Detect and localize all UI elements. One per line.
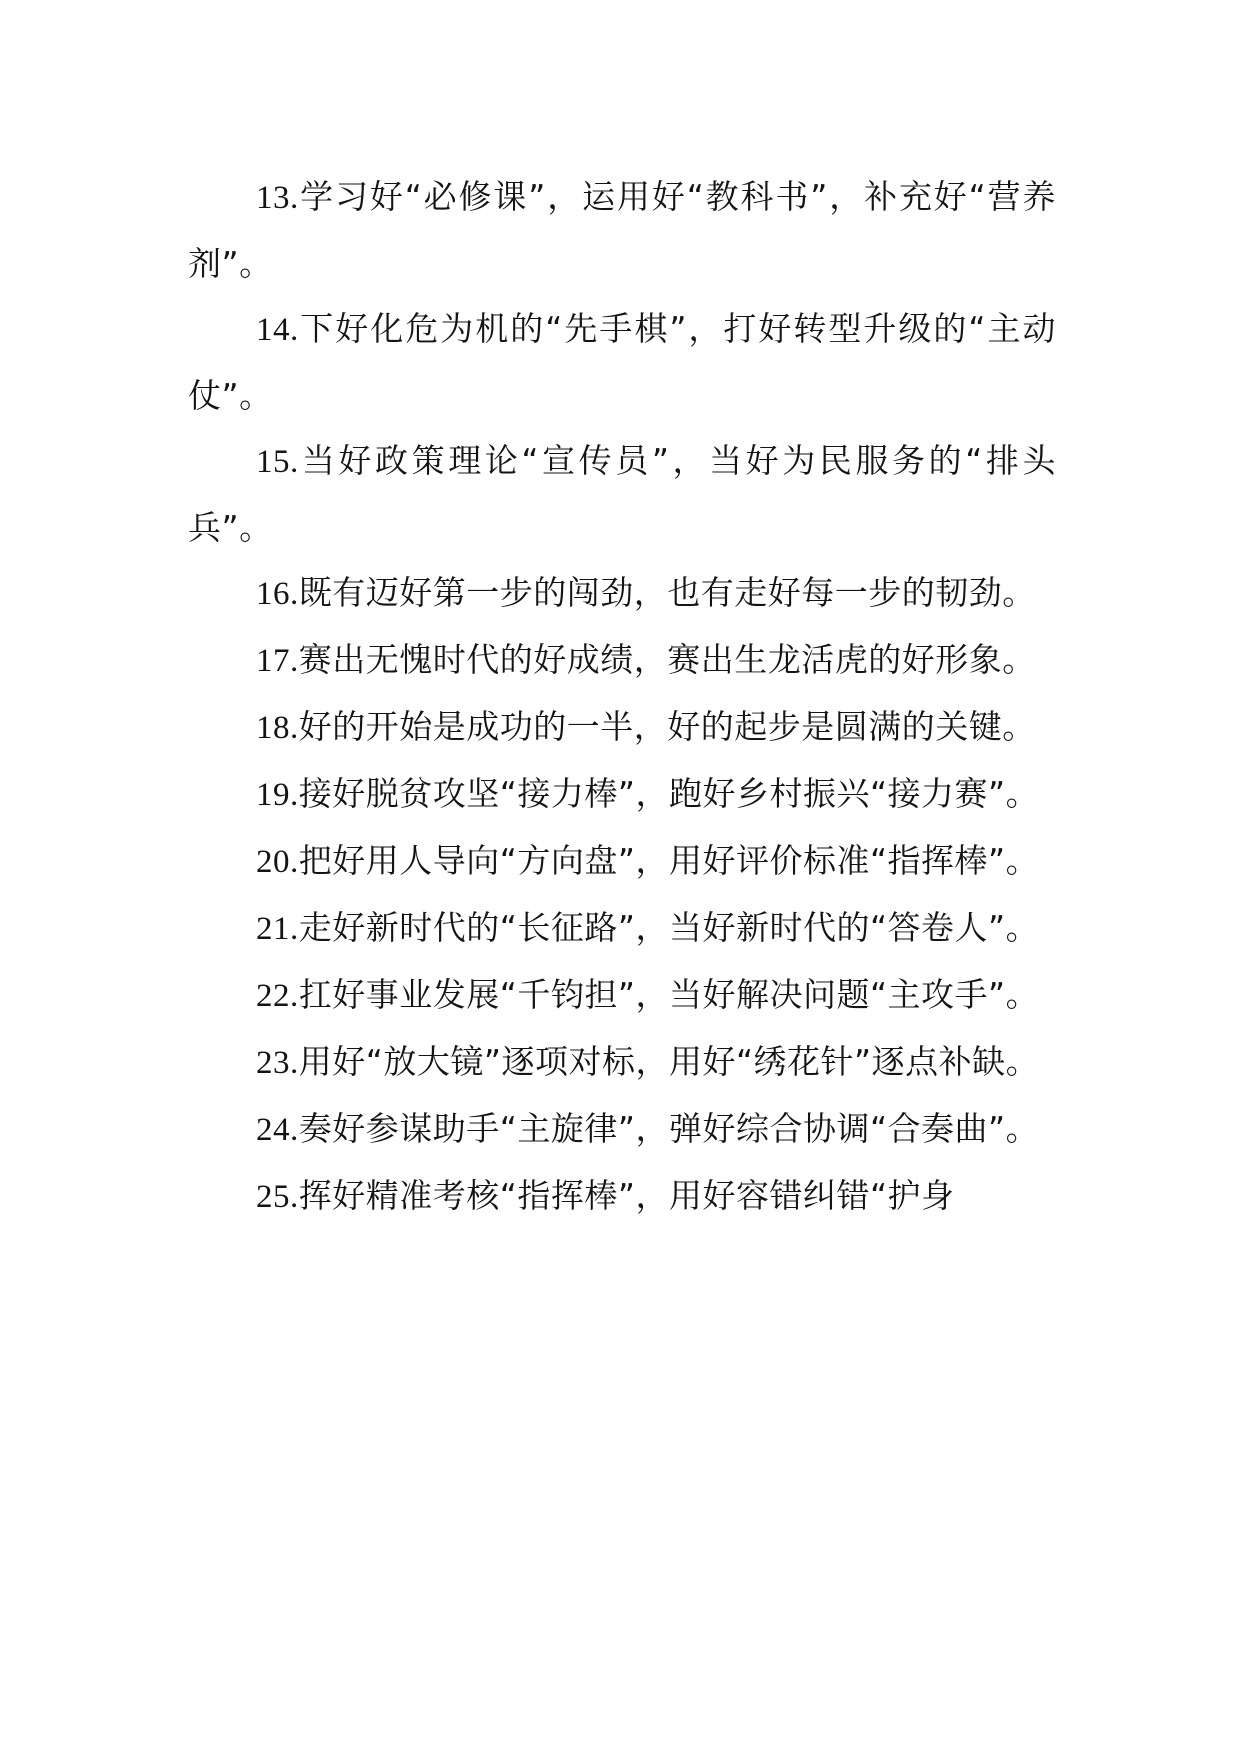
paragraph-17 xyxy=(188,627,1056,694)
paragraph-text: 当好政策理论“宣传员”，当好为民服务的“排头兵”。 xyxy=(188,441,1056,547)
paragraph-text: 用好“放大镜”逐项对标，用好“绣花针”逐点补缺。 xyxy=(298,1042,1040,1081)
paragraph-text: 把好用人导向“方向盘”，用好评价标准“指挥棒”。 xyxy=(298,841,1040,880)
paragraph-number: 16. xyxy=(256,576,299,612)
paragraph-text: 挥好精准考核“指挥棒”，用好容错纠错“护身 xyxy=(298,1176,955,1215)
paragraph-text: 既有迈好第一步的闯劲，也有走好每一步的韧劲。 xyxy=(298,573,1036,612)
paragraph-16 xyxy=(188,560,1056,627)
paragraph-24 xyxy=(188,1096,1056,1163)
paragraph-14 xyxy=(188,296,1056,428)
paragraph-text: 学习好“必修课”，运用好“教科书”，补充好“营养剂”。 xyxy=(188,177,1056,283)
paragraph-text: 赛出无愧时代的好成绩，赛出生龙活虎的好形象。 xyxy=(298,640,1036,679)
paragraph-text: 扛好事业发展“千钧担”，当好解决问题“主攻手”。 xyxy=(298,975,1040,1014)
paragraph-number: 22. xyxy=(256,978,299,1014)
paragraph-number: 25. xyxy=(256,1179,299,1215)
paragraph-number: 24. xyxy=(256,1112,299,1148)
document-body xyxy=(188,164,1056,1230)
paragraph-text: 接好脱贫攻坚“接力棒”，跑好乡村振兴“接力赛”。 xyxy=(298,774,1040,813)
paragraph-number: 14. xyxy=(256,312,299,348)
paragraph-text: 走好新时代的“长征路”，当好新时代的“答卷人”。 xyxy=(298,908,1040,947)
paragraph-19 xyxy=(188,761,1056,828)
paragraph-text: 好的开始是成功的一半，好的起步是圆满的关键。 xyxy=(298,707,1036,746)
paragraph-21 xyxy=(188,895,1056,962)
paragraph-number: 23. xyxy=(256,1045,299,1081)
paragraph-15 xyxy=(188,428,1056,560)
paragraph-number: 20. xyxy=(256,844,299,880)
paragraph-number: 17. xyxy=(256,643,299,679)
paragraph-13 xyxy=(188,164,1056,296)
paragraph-23 xyxy=(188,1029,1056,1096)
paragraph-number: 19. xyxy=(256,777,299,813)
paragraph-22 xyxy=(188,962,1056,1029)
paragraph-25 xyxy=(188,1163,1056,1230)
paragraph-text: 下好化危为机的“先手棋”，打好转型升级的“主动仗”。 xyxy=(188,309,1056,415)
paragraph-text: 奏好参谋助手“主旋律”，弹好综合协调“合奏曲”。 xyxy=(298,1109,1040,1148)
paragraph-20 xyxy=(188,828,1056,895)
paragraph-18 xyxy=(188,694,1056,761)
paragraph-number: 21. xyxy=(256,911,299,947)
paragraph-number: 13. xyxy=(256,180,299,216)
paragraph-number: 15. xyxy=(256,444,299,480)
paragraph-number: 18. xyxy=(256,710,299,746)
